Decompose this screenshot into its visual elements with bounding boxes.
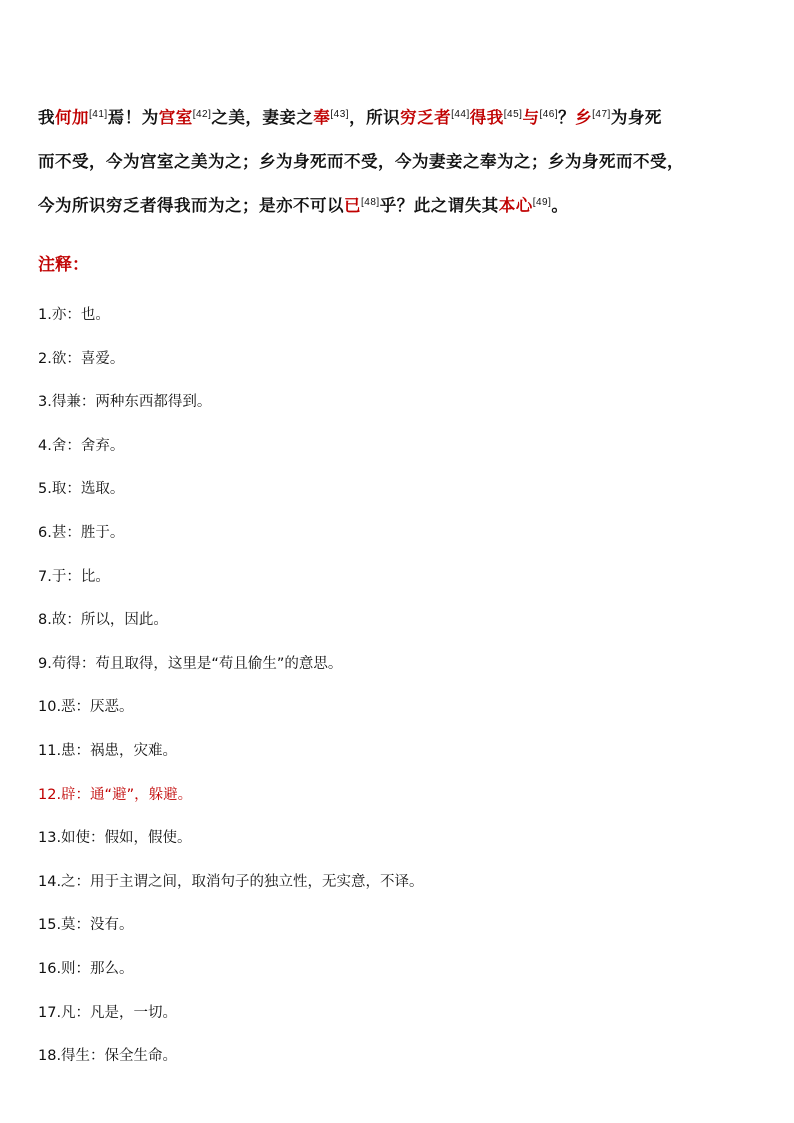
- passage-text: 乎？此之谓失其: [379, 196, 499, 215]
- note-item: 4.舍：舍弃。: [38, 437, 125, 454]
- note-item: 9.苟得：苟且取得，这里是“苟且偷生”的意思。: [38, 655, 343, 672]
- passage-text: 我: [38, 108, 55, 127]
- passage-line-1: [38, 104, 762, 132]
- note-item: 6.甚：胜于。: [38, 524, 125, 541]
- note-item: 16.则：那么。: [38, 960, 134, 977]
- passage-text: ？: [558, 108, 576, 127]
- footnote-ref: [46]: [539, 109, 559, 120]
- passage-text: 而不受，今为宫室之美为之；乡为身死而不受，今为妻妾之奉为之；乡为身死而不受，: [38, 152, 684, 171]
- classical-passage: [38, 104, 762, 236]
- annotated-term: 宫室: [158, 108, 193, 127]
- footnote-ref: [47]: [592, 109, 611, 120]
- footnote-ref: [42]: [192, 109, 212, 120]
- passage-text: 为身死: [610, 108, 662, 127]
- footnote-ref: [41]: [89, 109, 108, 120]
- annotated-term: 已: [344, 196, 361, 215]
- passage-line-2: [38, 148, 762, 176]
- passage-text: 今为所识穷乏者得我而为之；是亦不可以: [38, 196, 344, 215]
- annotated-term: 乡: [575, 108, 593, 127]
- note-item: 12.辟：通“避”，躲避。: [38, 786, 193, 803]
- note-item: 1.亦：也。: [38, 307, 110, 323]
- annotated-term: 得我: [469, 108, 504, 127]
- footnote-ref: [45]: [503, 109, 523, 120]
- note-item: 14.之：用于主谓之间，取消句子的独立性，无实意，不译。: [38, 873, 424, 890]
- annotated-term: 与: [522, 108, 540, 127]
- passage-text: 之美，妻妾之: [211, 108, 314, 127]
- passage-line-3: [38, 192, 762, 220]
- note-item: 7.于：比。: [38, 568, 110, 585]
- passage-text: ，所识: [349, 108, 401, 127]
- passage-text: 焉！为: [107, 108, 159, 127]
- note-item: 5.取：选取。: [38, 481, 125, 498]
- footnote-ref: [43]: [330, 109, 350, 120]
- footnote-ref: [48]: [361, 197, 380, 208]
- passage-text: 。: [551, 196, 569, 215]
- notes-list: [38, 305, 762, 1090]
- note-item: 10.恶：厌恶。: [38, 699, 134, 716]
- annotated-term: 穷乏者: [400, 108, 452, 127]
- note-item: 18.得生：保全生命。: [38, 1048, 178, 1065]
- note-item: 13.如使：假如，假使。: [38, 830, 192, 847]
- note-item: 17.凡：凡是，一切。: [38, 1004, 178, 1021]
- footnote-ref: [49]: [532, 197, 552, 208]
- annotated-term: 何加: [55, 108, 89, 127]
- footnote-ref: [44]: [451, 109, 470, 120]
- note-item: 3.得兼：两种东西都得到。: [38, 394, 212, 411]
- annotated-term: 本心: [498, 196, 533, 215]
- annotated-term: 奉: [313, 108, 331, 127]
- note-item: 15.莫：没有。: [38, 917, 134, 934]
- notes-heading: 注释：: [38, 255, 89, 275]
- note-item: 2.欲：喜爱。: [38, 350, 125, 367]
- note-item: 11.患：祸患，灾难。: [38, 742, 178, 759]
- note-item: 8.故：所以，因此。: [38, 612, 168, 629]
